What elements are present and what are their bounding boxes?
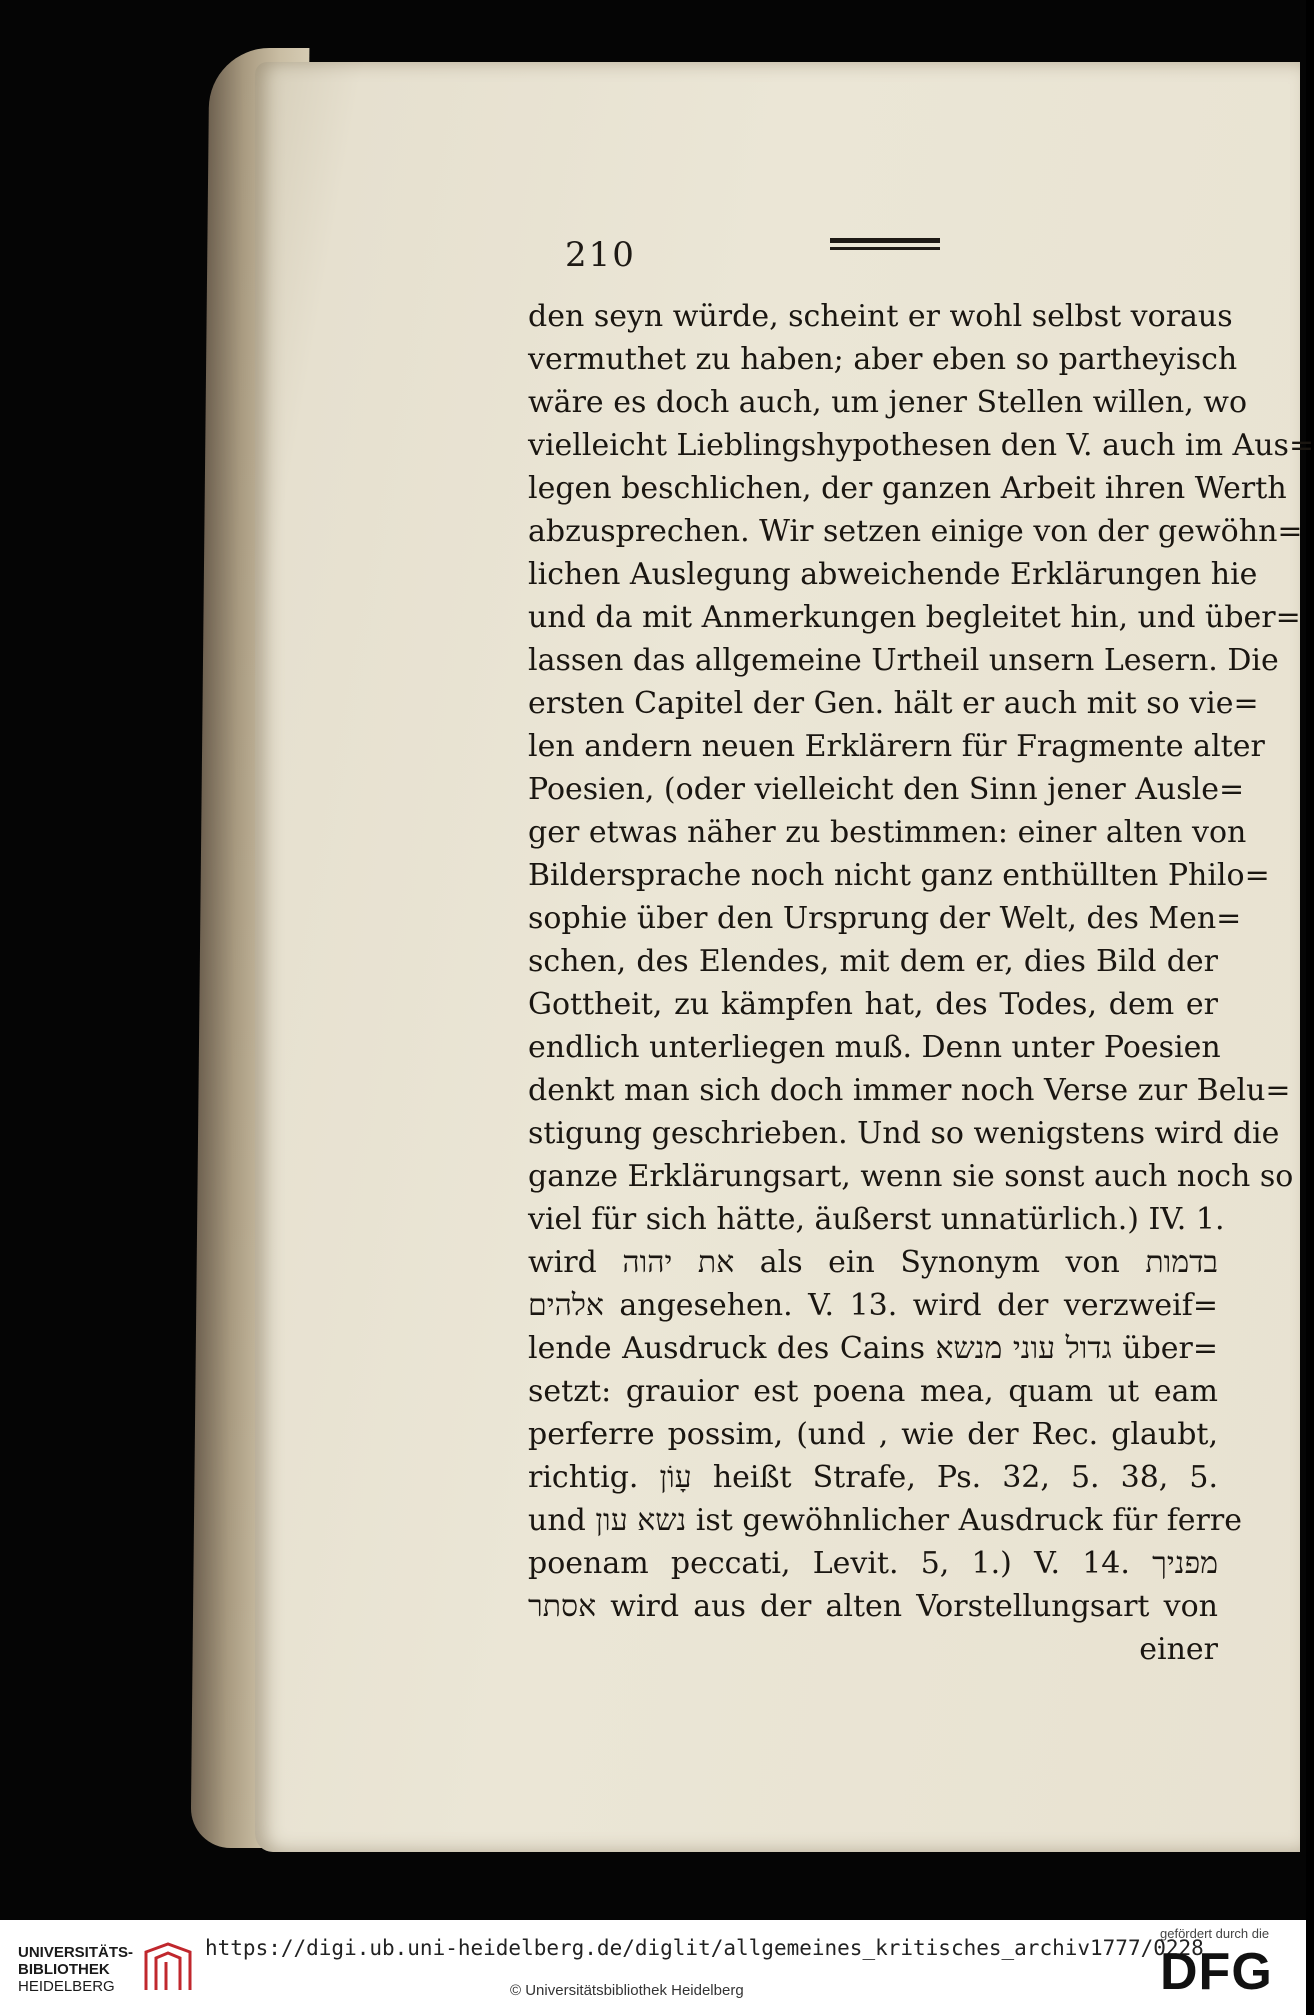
text-line: ger etwas näher zu bestimmen: einer alten von (528, 815, 1247, 850)
library-name-line-1: UNIVERSITÄTS- (18, 1944, 134, 1961)
text-line: endlich unterliegen muß. Denn unter Poesien (528, 1030, 1221, 1065)
page-url-link[interactable]: https://digi.ub.uni-heidelberg.de/diglit/allgemeines_kritisches_archiv1777/0228 (205, 1936, 1204, 1960)
copyright-notice: © Universitätsbibliothek Heidelberg (510, 1982, 744, 1999)
text-line: und da mit Anmerkungen begleitet hin, und über= (528, 600, 1301, 635)
library-name-line-3: HEIDELBERG (18, 1978, 115, 1995)
library-name (18, 1944, 148, 1995)
text-line: setzt: grauior est poena mea, quam ut eam (528, 1374, 1218, 1409)
text-line: Bildersprache noch nicht ganz enthüllten Philo= (528, 858, 1270, 893)
text-line: sophie über den Ursprung der Welt, des Men= (528, 901, 1242, 936)
university-library-logo[interactable] (18, 1938, 208, 1998)
library-mark-icon (138, 1938, 198, 1998)
text-line: vermuthet zu haben; aber eben so partheyisch (528, 342, 1238, 377)
text-line: denkt man sich doch immer noch Verse zur Belu= (528, 1073, 1291, 1108)
text-line: Gottheit, zu kämpfen hat, des Todes, dem er (528, 987, 1218, 1022)
text-line: wird את יהוה als ein Synonym von בדמות (528, 1245, 1218, 1280)
text-line: poenam peccati, Levit. 5, 1.) V. 14. מפניך (528, 1546, 1218, 1581)
text-line: legen beschlichen, der ganzen Arbeit ihren Werth (528, 471, 1287, 506)
text-line: richtig. עָוֹן heißt Strafe, Ps. 32, 5. 38, 5. (528, 1460, 1218, 1495)
text-line: perferre possim, (und , wie der Rec. glaubt, (528, 1417, 1218, 1452)
body-text (528, 295, 1314, 1671)
text-line: len andern neuen Erklärern für Fragmente alter (528, 729, 1265, 764)
text-line: ersten Capitel der Gen. hält er auch mit so vie= (528, 686, 1259, 721)
text-line: lende Ausdruck des Cains גדול עוני מנשא über= (528, 1331, 1218, 1366)
funded-by-label: gefördert durch die (1160, 1926, 1270, 1941)
text-line: abzusprechen. Wir setzen einige von der gewöhn= (528, 514, 1303, 549)
text-line: stigung geschrieben. Und so wenigstens wird die (528, 1116, 1280, 1151)
text-line: einer (1139, 1632, 1218, 1667)
text-line: ganze Erklärungsart, wenn sie sonst auch noch so (528, 1159, 1294, 1194)
text-line: viel für sich hätte, äußerst unnatürlich.) IV. 1. (528, 1202, 1225, 1237)
text-line: den seyn würde, scheint er wohl selbst voraus (528, 299, 1233, 334)
text-line: und נשא עון ist gewöhnlicher Ausdruck für ferre (528, 1503, 1242, 1538)
text-line: אסתר wird aus der alten Vorstellungsart von (528, 1589, 1218, 1624)
text-line: lassen das allgemeine Urtheil unsern Lesern. Die (528, 643, 1279, 678)
text-line: wäre es doch auch, um jener Stellen willen, wo (528, 385, 1248, 420)
page-number: 210 (565, 235, 636, 275)
dfg-logo[interactable]: DFG (1160, 1943, 1273, 2001)
text-line: vielleicht Lieblingshypothesen den V. auch im Aus= (528, 428, 1314, 463)
text-line: schen, des Elendes, mit dem er, dies Bild der (528, 944, 1218, 979)
viewer-footer (0, 1920, 1306, 2015)
library-name-line-2: BIBLIOTHEK (18, 1961, 110, 1978)
text-line: Poesien, (oder vielleicht den Sinn jener Ausle= (528, 772, 1245, 807)
text-line: lichen Auslegung abweichende Erklärungen hie (528, 557, 1258, 592)
header-rule (830, 238, 940, 258)
text-line: אלהים angesehen. V. 13. wird der verzweif= (528, 1288, 1218, 1323)
